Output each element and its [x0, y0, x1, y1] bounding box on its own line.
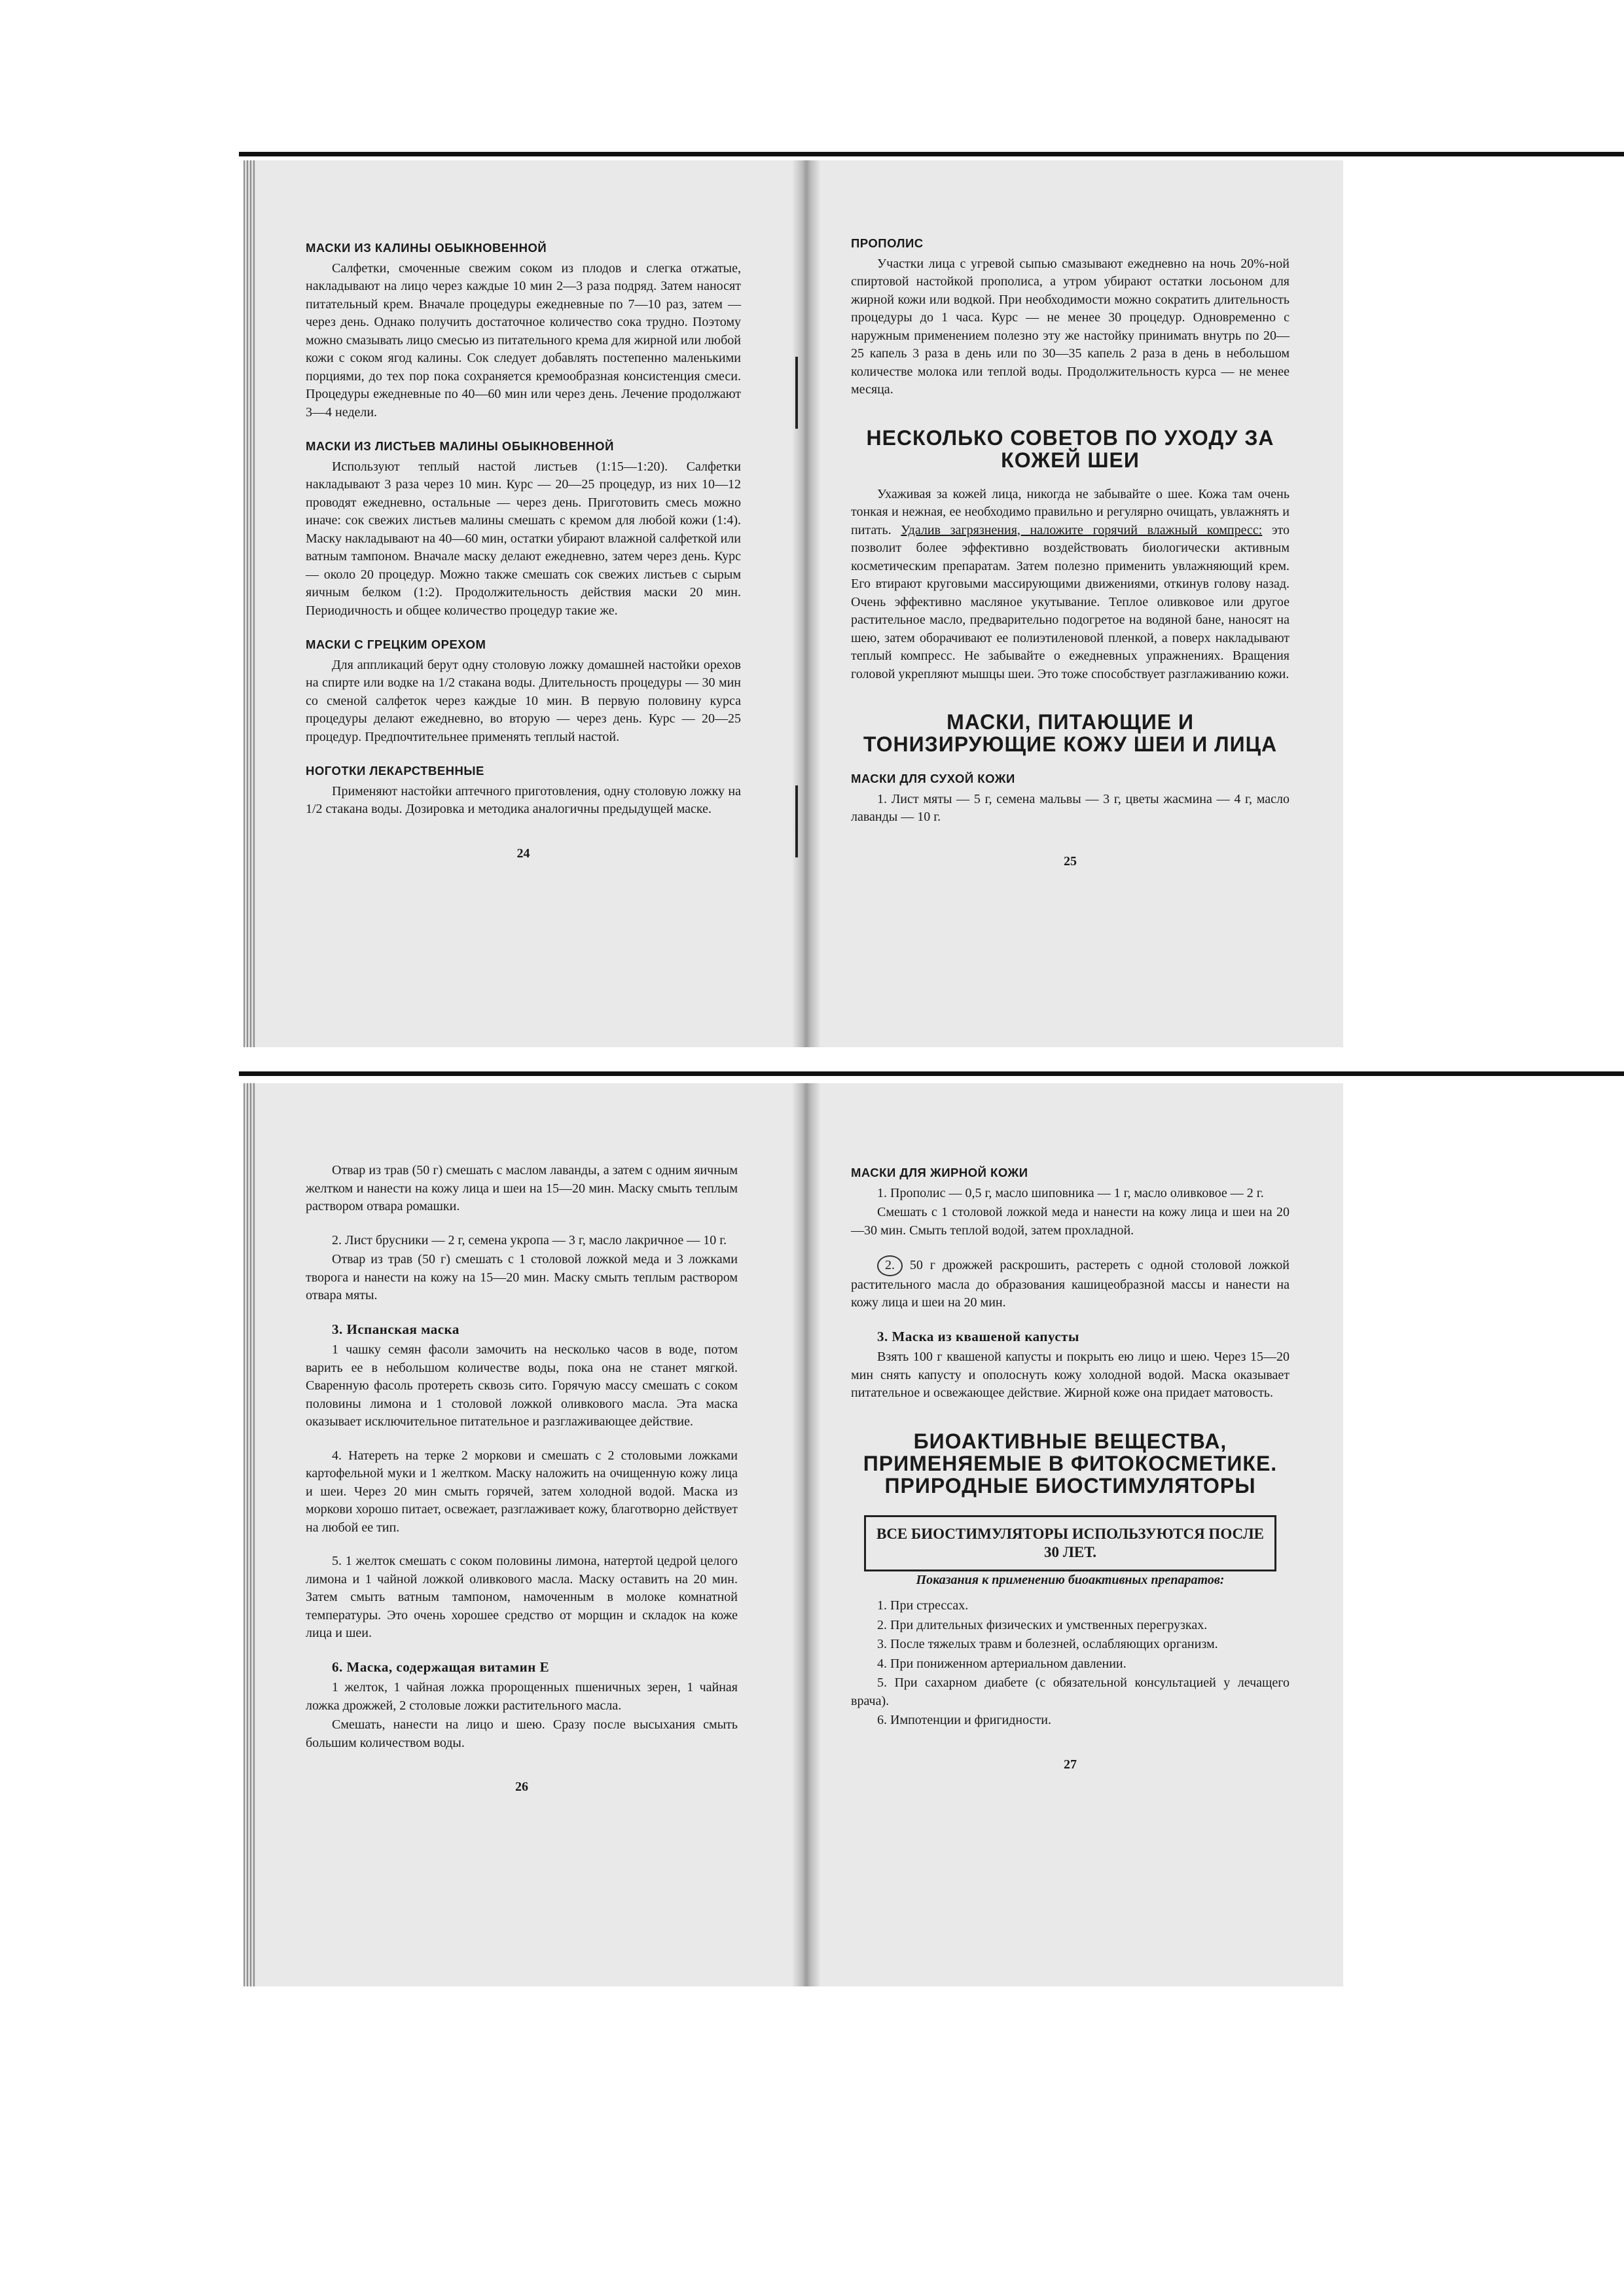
paragraph: Салфетки, смоченные свежим соком из плодов и слегка отжатые, накладывают на лицо через каждые 10 мин 2—3 раза подряд. Затем наносят питательный крем. Вначале процедуры ежедневные по 7—10 раз, затем — через день. Однако получить достаточное количество сока трудно. Поэтому можно смазывать лицо смесью из питательного крема для жирной или любой кожи с соком ягод калины. Сок следует добавлять постепенно маленькими порциями, до тех пор пока сохраняется кремообразная консистенция смеси. Процедуры ежедневные по 40—60 мин или через день. Лечение продолжают 3—4 недели.	[306, 260, 741, 420]
paragraph: Для аппликаций берут одну столовую ложку домашней настойки орехов на спирте или водке на 1/2 стакана воды. Длительность процедуры — 30 мин со сменой салфеток через каждые 10 мин. В первую половину курса процедуры делают ежедневно, во вторую — через день. Курс — 20—25 процедур. Предпочтительнее применять теплый настой.	[306, 657, 741, 744]
paragraph: 1. Лист мяты — 5 г, семена мальвы — 3 г, цветы жасмина — 4 г, масло лаванды — 10 г.	[851, 791, 1290, 824]
paragraph: Отвар из трав (50 г) смешать с маслом лаванды, а затем с одним яичным желтком и нанести на кожу лица и шеи на 15—20 мин. Маску смыть теплым раствором отвара ромашки.	[306, 1163, 738, 1213]
underlined-text: Удалив загрязнения, наложите горячий влажный компресс:	[901, 522, 1263, 537]
list-item: 4. При пониженном артериальном давлении.	[877, 1656, 1127, 1671]
paragraph: Смешать с 1 столовой ложкой меда и нанести на кожу лица и шеи на 20—30 мин. Смыть теплой водой, затем прохладной.	[851, 1205, 1290, 1238]
chapter-title: МАСКИ, ПИТАЮЩИЕ И ТОНИЗИРУЮЩИЕ КОЖУ ШЕИ И ЛИЦА	[863, 710, 1278, 756]
list-item: 5. При сахарном диабете (с обязательной консультацией у лечащего врача).	[851, 1676, 1290, 1708]
recipe-heading: 6. Маска, содержащая витамин Е	[332, 1659, 550, 1675]
page-number: 25	[1064, 853, 1077, 869]
top-rule	[239, 152, 1624, 156]
page-24	[306, 239, 741, 863]
list-item: 1. При стрессах.	[877, 1598, 969, 1613]
section-heading: НОГОТКИ ЛЕКАРСТВЕННЫЕ	[306, 764, 484, 778]
paragraph: Взять 100 г квашеной капусты и покрыть ею лицо и шею. Через 15—20 мин снять капусту и ополоснуть кожу холодной водой. Маска оказывает питательное и освежающее действие. Жирной коже она придает матовость.	[851, 1350, 1290, 1400]
indications-list	[851, 1597, 1290, 1730]
paragraph: Участки лица с угревой сыпью смазывают ежедневно на ночь 20%-ной спиртовой настойкой прополиса, а утром убирают остатки лосьоном для жирной кожи или водкой. При необходимости можно сократить длительность процедуры до 1 часа. Курс — не менее 30 процедур. Одновременно с наружным применением полезно эту же настойку принимать внутрь по 20—25 капель 3 раза в день или по 30—35 капель 2 раза в день в небольшом количестве молока или теплой воды. Продолжительность курса — не менее месяца.	[851, 256, 1290, 397]
recipe-heading: 3. Испанская маска	[332, 1321, 460, 1337]
paragraph: 2. 50 г дрожжей раскрошить, растереть с одной столовой ложкой растительного масла до образования кашицеобразной массы и нанести на кожу лица и шеи на 20 мин.	[851, 1255, 1290, 1312]
paragraph: Применяют настойки аптечного приготовления, одну столовую ложку на 1/2 стакана воды. Дозировка и методика аналогичны предыдущей маске.	[306, 783, 741, 816]
page-number: 27	[1064, 1757, 1077, 1772]
list-item: 3. После тяжелых травм и болезней, ослабляющих организм.	[877, 1637, 1218, 1651]
paragraph: 1. Прополис — 0,5 г, масло шиповника — 1 г, масло оливковое — 2 г.	[877, 1185, 1264, 1200]
page-number: 24	[516, 846, 530, 861]
circled-number: 2.	[877, 1255, 903, 1276]
staple-mark	[795, 357, 798, 429]
paragraph: Ухаживая за кожей лица, никогда не забывайте о шее. Кожа там очень тонкая и нежная, ее необходимо правильно и регулярно очищать, увлажнять и питать. Удалив загрязнения, наложите горячий влажный компресс: это позволит более эффективно воздействовать биологически активным косметическим препаратам. Затем полезно применить увлажняющий крем. Его втирают круговыми массирующими движениями, откинув голову назад. Очень эффективно масляное укутывание. Теплое оливковое или другое растительное масло, предварительно подогретое на водяной бане, наносят на шею, затем оборачивают ее полиэтиленовой пленкой, а поверх накладывают теплый компресс. Не забывайте о ежедневных упражнениях. Вращения головой укрепляют мышцы шеи. Это тоже способствует разглаживанию кожи.	[851, 486, 1290, 681]
paragraph: Используют теплый настой листьев (1:15—1:20). Салфетки накладывают 3 раза через 10 мин. Курс — 20—25 процедур, из них 10—12 проводят ежедневно, остальные — через день. Приготовить смесь можно иначе: сок свежих листьев малины смешать с кремом для любой кожи (1:4). Маску накладывают на 40—60 мин, остатки убирают влажной салфеткой или ватным тампоном. Вначале маску делают ежедневно, затем через день. Курс — около 20 процедур. Можно также смешать сок свежих листьев с сырым яичным белком (1:2). Продолжительность действия маски 20 мин. Периодичность и общее количество процедур такие же.	[306, 459, 741, 618]
list-item: 2. При длительных физических и умственных перегрузках.	[877, 1617, 1208, 1632]
section-heading: МАСКИ С ГРЕЦКИМ ОРЕХОМ	[306, 637, 486, 651]
paragraph: 5. 1 желток смешать с соком половины лимона, натертой цедрой целого лимона и 1 чайной ложкой оливкового масла. Маску оставить на 20 мин. Затем смыть ватным тампоном, намоченным в молоке комнатной температуры. Это очень хорошее средство от морщин и складок на коже лица и шеи.	[306, 1554, 738, 1640]
list-item: 6. Импотенции и фригидности.	[877, 1713, 1051, 1727]
section-heading: МАСКИ ИЗ ЛИСТЬЕВ МАЛИНЫ ОБЫКНОВЕННОЙ	[306, 439, 614, 453]
middle-rule	[239, 1071, 1624, 1076]
paragraph: 2. Лист брусники — 2 г, семена укропа — 3 г, масло лакричное — 10 г.	[332, 1232, 727, 1247]
paragraph: 4. Натереть на терке 2 моркови и смешать с 2 столовыми ложками картофельной муки и 1 желтком. Маску наложить на очищенную кожу лица и шеи. Через 20 мин смыть горячей, затем холодной водой. Маска из моркови хорошо питает, освежает, разглаживает кожу, благотворно действует на любой ее тип.	[306, 1448, 738, 1535]
paragraph: Отвар из трав (50 г) смешать с 1 столовой ложкой меда и 3 ложками творога и нанести на кожу на 15—20 мин. Маску смыть теплым раствором отвара мяты.	[306, 1252, 738, 1302]
page-number: 26	[515, 1780, 528, 1794]
chapter-title: НЕСКОЛЬКО СОВЕТОВ ПО УХОДУ ЗА КОЖЕЙ ШЕИ	[866, 425, 1274, 472]
paragraph: 1 чашку семян фасоли замочить на несколько часов в воде, потом варить ее в небольшом количестве воды, пока она не станет мягкой. Сваренную фасоль протереть сквозь сито. Горячую массу смешать с соком половины лимона и 1 столовой ложкой оливкового масла. Эта маска оказывает исключительное питательное и разглаживающее действие.	[306, 1342, 738, 1429]
page-25	[851, 234, 1290, 870]
staple-mark	[795, 785, 798, 857]
section-heading: МАСКИ ИЗ КАЛИНЫ ОБЫКНОВЕННОЙ	[306, 241, 547, 255]
recipe-heading: 3. Маска из квашеной капусты	[877, 1328, 1079, 1344]
section-heading: ПРОПОЛИС	[851, 236, 924, 250]
section-heading: МАСКИ ДЛЯ СУХОЙ КОЖИ	[851, 772, 1015, 785]
paragraph: Смешать, нанести на лицо и шею. Сразу после высыхания смыть большим количеством воды.	[306, 1717, 738, 1750]
indications-heading: Показания к применению биоактивных препаратов:	[916, 1572, 1225, 1587]
chapter-title: БИОАКТИВНЫЕ ВЕЩЕСТВА, ПРИМЕНЯЕМЫЕ В ФИТОКОСМЕТИКЕ. ПРИРОДНЫЕ БИОСТИМУЛЯТОРЫ	[863, 1429, 1278, 1498]
page-27	[851, 1164, 1290, 1774]
page-26	[306, 1162, 738, 1797]
notice-box: ВСЕ БИОСТИМУЛЯТОРЫ ИСПОЛЬЗУЮТСЯ ПОСЛЕ 30 ЛЕТ.	[864, 1515, 1276, 1571]
section-heading: МАСКИ ДЛЯ ЖИРНОЙ КОЖИ	[851, 1166, 1028, 1179]
paragraph: 1 желток, 1 чайная ложка пророщенных пшеничных зерен, 1 чайная ложка дрожжей, 2 столовые ложки растительного масла.	[306, 1680, 738, 1713]
